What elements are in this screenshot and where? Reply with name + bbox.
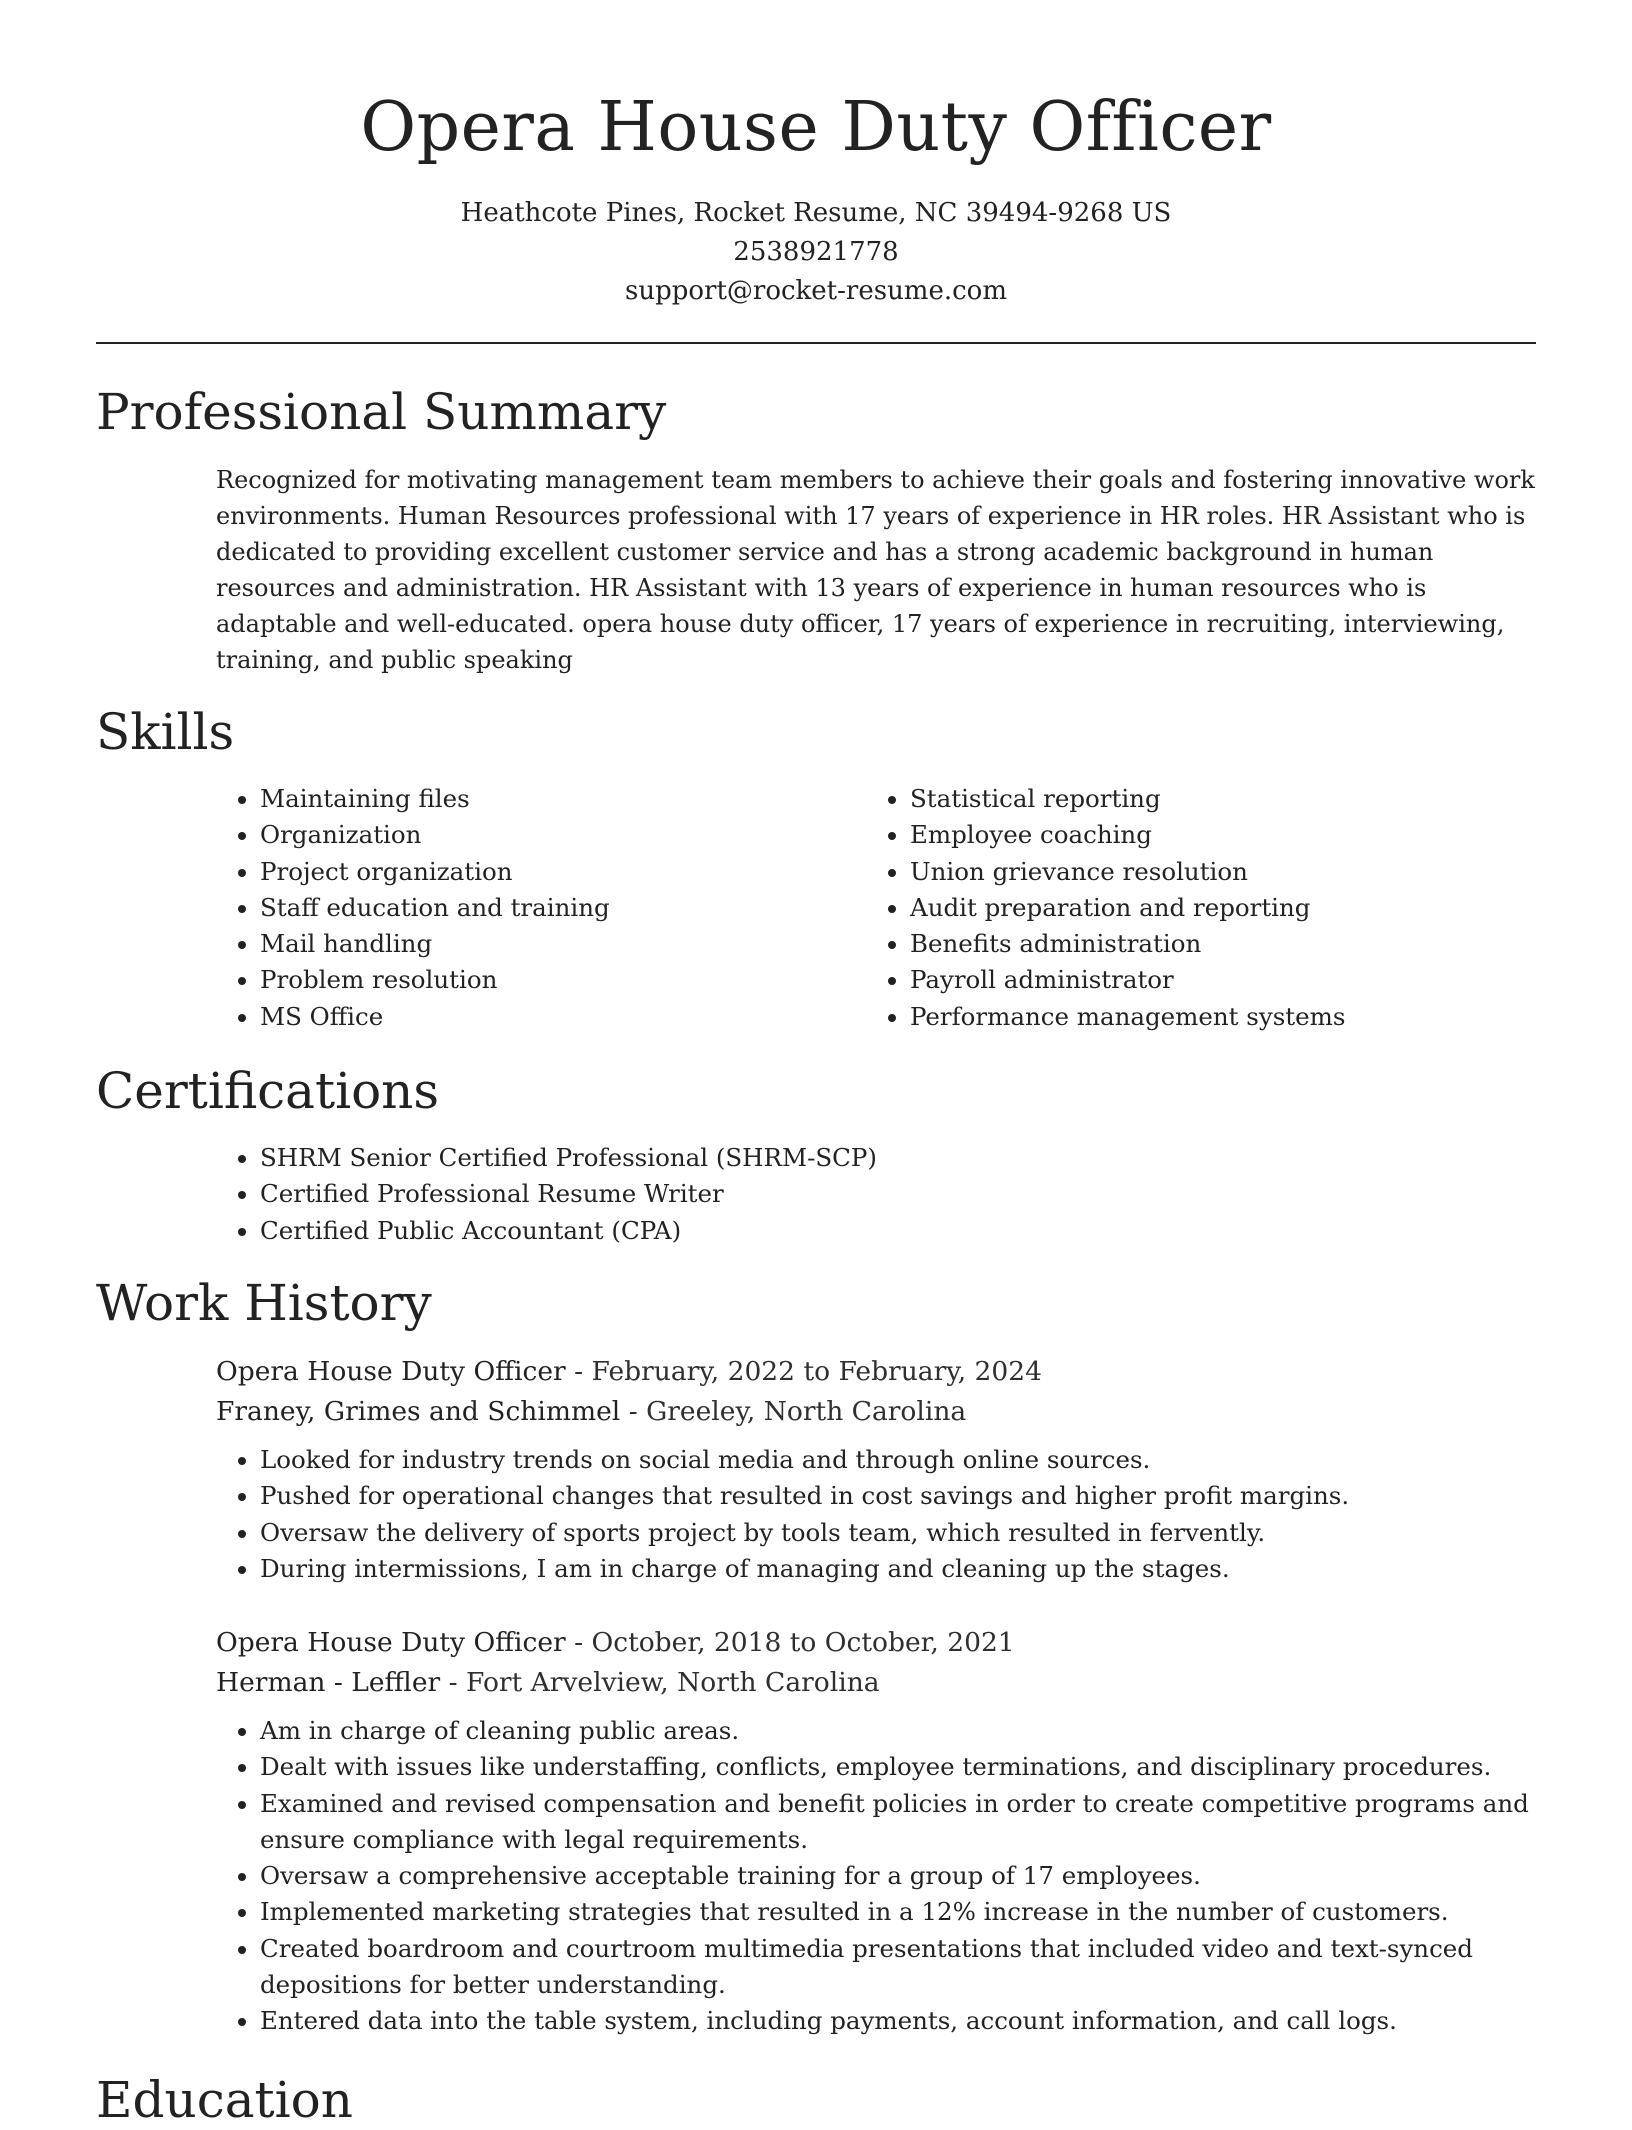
job-company-line (216, 1392, 1536, 1432)
job-bullet: • Entered data into the table system, including payments, account information, and call logs. (260, 2003, 1536, 2039)
skill-item: • Performance management systems (910, 999, 1526, 1035)
job-entry (216, 1352, 1536, 1587)
job-bullet: • Am in charge of cleaning public areas. (260, 1713, 1536, 1749)
skill-item: • Union grievance resolution (910, 854, 1526, 890)
job-role: Opera House Duty Officer (216, 1627, 566, 1658)
certification-item: • Certified Professional Resume Writer (260, 1176, 1516, 1212)
skill-item: • MS Office (260, 999, 816, 1035)
skill-item: • Employee coaching (910, 817, 1526, 853)
skill-item: • Payroll administrator (910, 962, 1526, 998)
job-bullet: • Oversaw a comprehensive acceptable training for a group of 17 employees. (260, 1858, 1536, 1894)
skills-list-right (866, 781, 1526, 1035)
summary-text: Recognized for motivating management team members to achieve their goals and fostering innovative work environments. Human Resources professional with 17 years of experience in HR roles. HR Assistant who is dedicated to providing excellent customer service and has a strong academic background in human resources and administration. HR Assistant with 13 years of experience in human resources who is adaptable and well-educated. opera house duty officer, 17 years of experience in recruiting, interviewing, training, and public speaking (216, 466, 1535, 674)
separator: - (565, 1356, 592, 1387)
skills-column-left (216, 781, 816, 1035)
job-bullets (216, 1442, 1536, 1587)
job-bullet: • Created boardroom and courtroom multimedia presentations that included video and text-synced depositions for better understanding. (260, 1931, 1536, 2004)
job-bullet: • Oversaw the delivery of sports project by tools team, which resulted in fervently. (260, 1515, 1536, 1551)
job-bullets (216, 1713, 1536, 2040)
separator: - (565, 1627, 592, 1658)
skill-item: • Organization (260, 817, 816, 853)
candidate-name: Opera House Duty Officer (360, 88, 1272, 167)
job-bullet: • During intermissions, I am in charge of managing and cleaning up the stages. (260, 1551, 1536, 1587)
skill-item: • Staff education and training (260, 890, 816, 926)
header-divider (96, 342, 1536, 344)
contact-address: Heathcote Pines, Rocket Resume, NC 39494-9268 US (460, 198, 1172, 228)
job-entry (216, 1623, 1536, 2040)
contact-phone: 2538921778 (733, 237, 899, 267)
skill-item: • Statistical reporting (910, 781, 1526, 817)
resume-header (0, 78, 1632, 311)
certification-item: • Certified Public Accountant (CPA) (260, 1213, 1516, 1249)
job-bullet: • Dealt with issues like understaffing, conflicts, employee terminations, and disciplinary procedures. (260, 1749, 1536, 1785)
section-title-education: Education (96, 2071, 353, 2129)
section-title-work-history: Work History (96, 1274, 432, 1332)
skill-item: • Maintaining files (260, 781, 816, 817)
job-bullet: • Looked for industry trends on social media and through online sources. (260, 1442, 1536, 1478)
job-company-line (216, 1663, 1536, 1703)
certification-item: • SHRM Senior Certified Professional (SHRM-SCP) (260, 1140, 1516, 1176)
job-bullet: • Examined and revised compensation and benefit policies in order to create competitive programs and ensure compliance with legal requirements. (260, 1786, 1536, 1859)
separator: - (620, 1396, 647, 1427)
job-bullet: • Pushed for operational changes that resulted in cost savings and higher profit margins. (260, 1478, 1536, 1514)
job-title-line (216, 1352, 1536, 1392)
job-dates: February, 2022 to February, 2024 (591, 1356, 1042, 1387)
skill-item: • Audit preparation and reporting (910, 890, 1526, 926)
separator: - (440, 1667, 467, 1698)
skills-list-left (216, 781, 816, 1035)
section-title-certifications: Certifications (96, 1062, 440, 1120)
job-dates: October, 2018 to October, 2021 (591, 1627, 1015, 1658)
section-title-summary: Professional Summary (96, 383, 667, 441)
contact-email: support@rocket-resume.com (624, 276, 1007, 306)
skill-item: • Problem resolution (260, 962, 816, 998)
job-role: Opera House Duty Officer (216, 1356, 566, 1387)
job-location: Greeley, North Carolina (646, 1396, 967, 1427)
job-title-line (216, 1623, 1536, 1663)
job-location: Fort Arvelview, North Carolina (466, 1667, 880, 1698)
certifications-list (216, 1140, 1516, 1249)
job-bullet: • Implemented marketing strategies that resulted in a 12% increase in the number of customers. (260, 1894, 1536, 1930)
certifications-block (216, 1140, 1516, 1249)
skill-item: • Benefits administration (910, 926, 1526, 962)
job-company: Franey, Grimes and Schimmel (216, 1396, 621, 1427)
skill-item: • Mail handling (260, 926, 816, 962)
contact-block (0, 194, 1632, 311)
job-company: Herman - Leffler (216, 1667, 441, 1698)
skills-column-right (866, 781, 1526, 1035)
section-title-skills: Skills (96, 703, 235, 761)
skill-item: • Project organization (260, 854, 816, 890)
